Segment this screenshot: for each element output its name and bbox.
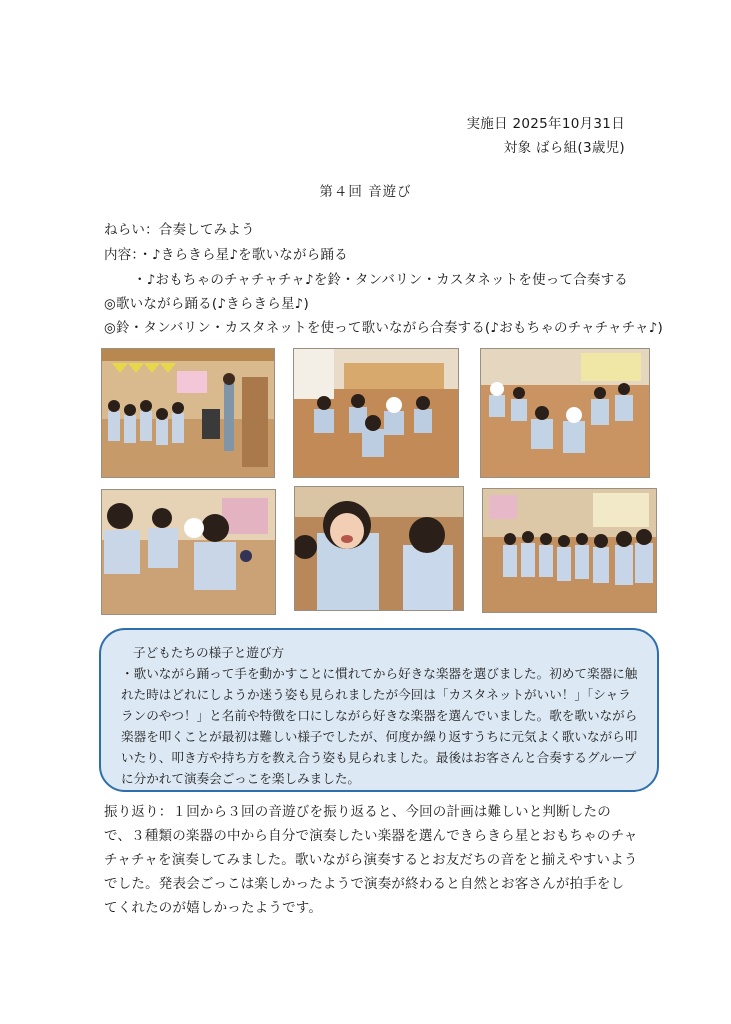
photo-group-performance [482,488,657,613]
content-line-1: 内容：・♪きらきら星♪を歌いながら踊る [104,247,348,263]
point-line-1: ◎歌いながら踊る(♪きらきら星♪) [104,296,309,312]
photo-children-raising-hands [480,348,650,478]
photo-children-sitting [293,348,459,478]
aim-line: ねらい：合奏してみよう [104,222,255,238]
observation-body: ・歌いながら踊って手を動かすことに慣れてから好きな楽器を選びました。初めて楽器に触れた時はどれにしようか迷う姿も見られましたが今回は「カスタネットがいい！」「シャラランのやつ！」と名前や特徴を口にしながら好きな楽器を選んでいました。歌を歌いながら楽器を叩くことが最初は難しい様子でしたが、何度か繰り返すうちに元気よく歌いながら叩いたり、叩き方や持ち方を教え合う姿も見られました。最後はお客さんと合奏するグループに分かれて演奏会ごっこを楽しみました。 [121,666,638,786]
point-line-2: ◎鈴・タンバリン・カスタネットを使って歌いながら合奏する(♪おもちゃのチャチャチャ♪) [104,320,663,336]
observation-title: 子どもたちの様子と遊び方 [133,645,285,660]
reflection-text: 振り返り：１回から３回の音遊びを振り返ると、今回の計画は難しいと判断したので、３種類の楽器の中から自分で演奏したい楽器を選んできらきら星とおもちゃのチャチャチャを演奏してみました。歌いながら演奏するとお友だちの音をと揃えやすいようでした。発表会ごっこは楽しかったようで演奏が終わると自然とお客さんが拍手をしてくれたのが嬉しかったようです。 [104,804,638,916]
implementation-date: 実施日 2025年10月31日 [466,116,625,132]
photo-children-with-instruments [101,489,276,615]
photo-smiling-child [294,486,464,611]
target-class: 対象 ばら組(3歳児) [503,140,625,156]
observation-box [99,628,659,792]
photo-dancing-room [101,348,275,478]
document-title: 第４回 音遊び [319,184,412,200]
content-line-2: ・♪おもちゃのチャチャチャ♪を鈴・タンバリン・カスタネットを使って合奏する [133,272,628,288]
